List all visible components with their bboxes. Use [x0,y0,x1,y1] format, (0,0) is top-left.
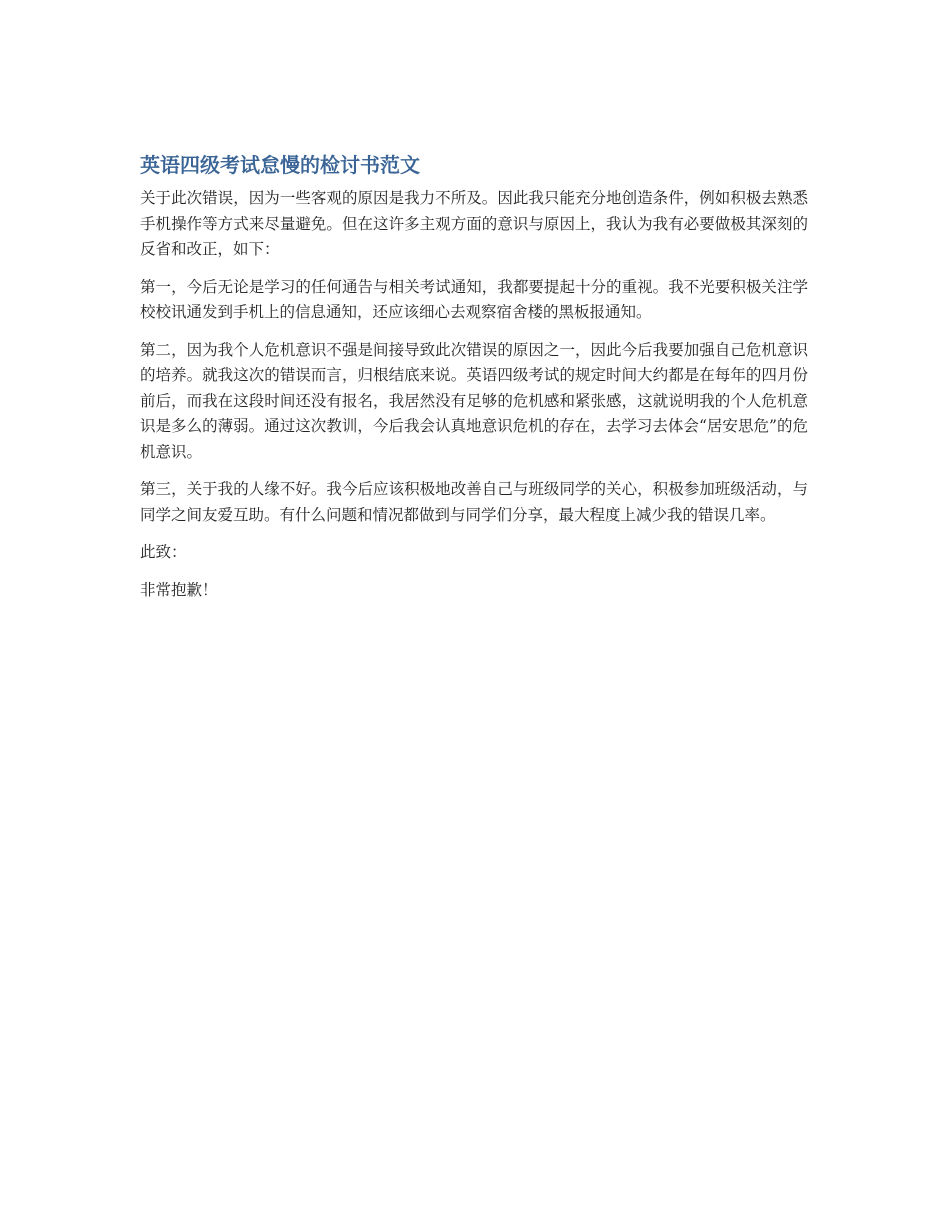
document-title: 英语四级考试怠慢的检讨书范文 [140,153,420,177]
paragraph-third-point: 第三，关于我的人缘不好。我今后应该积极地改善自己与班级同学的关心，积极参加班级活动，与同学之间友爱互助。有什么问题和情况都做到与同学们分享，最大程度上减少我的错误几率。 [140,480,808,524]
paragraph-intro: 关于此次错误，因为一些客观的原因是我力不所及。因此我只能充分地创造条件，例如积极去熟悉手机操作等方式来尽量避免。但在这许多主观方面的意识与原因上，我认为我有必要做极其深刻的反省和改正，如下： [140,189,808,258]
paragraph-second-point: 第二，因为我个人危机意识不强是间接导致此次错误的原因之一，因此今后我要加强自己危机意识的培养。就我这次的错误而言，归根结底来说。英语四级考试的规定时间大约都是在每年的四月份前后，而我在这段时间还没有报名，我居然没有足够的危机感和紧张感，这就说明我的个人危机意识是多么的薄弱。通过这次教训，今后我会认真地意识危机的存在，去学习去体会“居安思危”的危机意识。 [140,340,808,461]
closing-apology: 非常抱歉！ [140,580,218,599]
paragraph-first-point: 第一，今后无论是学习的任何通告与相关考试通知，我都要提起十分的重视。我不光要积极关注学校校讯通发到手机上的信息通知，还应该细心去观察宿舍楼的黑板报通知。 [140,277,808,321]
document-body [140,150,808,615]
closing-salutation: 此致： [140,543,187,561]
